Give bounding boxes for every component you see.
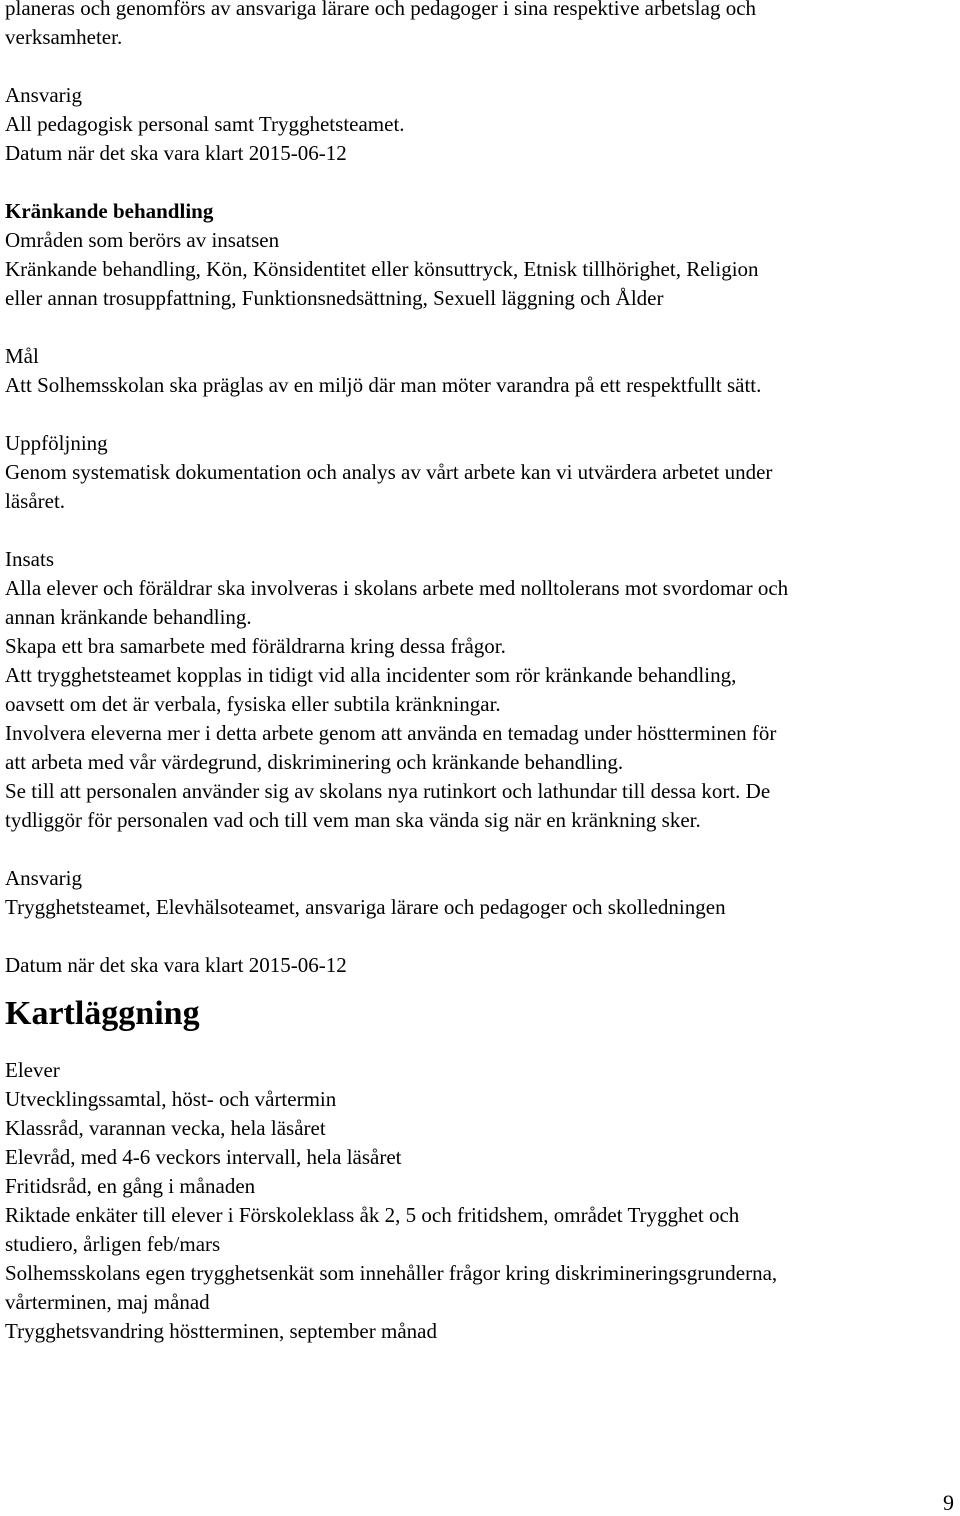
- mapping-heading: Kartläggning: [5, 995, 200, 1032]
- section-responsible-label: Ansvarig: [5, 866, 82, 890]
- goal-value: Att Solhemsskolan ska präglas av en miljö där man möter varandra på ett respektfullt sätt.: [5, 373, 762, 397]
- mapping-line: Trygghetsvandring höstterminen, september månad: [5, 1319, 437, 1343]
- spacer: [5, 52, 955, 81]
- areas-label: Områden som berörs av insatsen: [5, 228, 280, 252]
- mapping-line: Klassråd, varannan vecka, hela läsåret: [5, 1116, 326, 1140]
- action-line: Alla elever och föräldrar ska involveras i skolans arbete med nolltolerans mot svordomar och: [5, 576, 789, 600]
- intro-responsible-value: All pedagogisk personal samt Trygghetsteamet.: [5, 112, 405, 136]
- spacer: [5, 400, 955, 429]
- mapping-line: studiero, årligen feb/mars: [5, 1232, 221, 1256]
- action-line: att arbeta med vår värdegrund, diskriminering och kränkande behandling.: [5, 750, 624, 774]
- intro-text-line-1: planeras och genomförs av ansvariga lärare och pedagoger i sina respektive arbetslag och: [5, 0, 757, 20]
- action-line: oavsett om det är verbala, fysiska eller subtila kränkningar.: [5, 692, 501, 716]
- action-line: Skapa ett bra samarbete med föräldrarna kring dessa frågor.: [5, 634, 506, 658]
- mapping-line: Fritidsråd, en gång i månaden: [5, 1174, 256, 1198]
- section-title: Kränkande behandling: [5, 199, 214, 223]
- action-line: tydliggör för personalen vad och till vem man ska vända sig när en kränkning sker.: [5, 808, 701, 832]
- spacer: [5, 168, 955, 197]
- section-responsible-value: Trygghetsteamet, Elevhälsoteamet, ansvariga lärare och pedagoger och skolledningen: [5, 895, 726, 919]
- intro-text-line-2: verksamheter.: [5, 25, 123, 49]
- mapping-line: Elevråd, med 4-6 veckors intervall, hela läsåret: [5, 1145, 402, 1169]
- followup-line-2: läsåret.: [5, 489, 66, 513]
- action-line: annan kränkande behandling.: [5, 605, 252, 629]
- goal-label: Mål: [5, 344, 39, 368]
- followup-label: Uppföljning: [5, 431, 108, 455]
- spacer: [5, 313, 955, 342]
- mapping-line: Solhemsskolans egen trygghetsenkät som innehåller frågor kring diskrimineringsgrunderna,: [5, 1261, 778, 1285]
- mapping-line: Riktade enkäter till elever i Förskoleklass åk 2, 5 och fritidshem, området Trygghet och: [5, 1203, 740, 1227]
- action-line: Att trygghetsteamet kopplas in tidigt vid alla incidenter som rör kränkande behandling,: [5, 663, 737, 687]
- spacer: [5, 922, 955, 951]
- page-number: 9: [943, 1490, 954, 1515]
- students-label: Elever: [5, 1058, 60, 1082]
- action-line: Se till att personalen använder sig av skolans nya rutinkort och lathundar till dessa kort. De: [5, 779, 771, 803]
- areas-line-2: eller annan trosuppfattning, Funktionsnedsättning, Sexuell läggning och Ålder: [5, 286, 664, 310]
- areas-line-1: Kränkande behandling, Kön, Könsidentitet eller könsuttryck, Etnisk tillhörighet, Religion: [5, 257, 759, 281]
- mapping-line: vårterminen, maj månad: [5, 1290, 210, 1314]
- mapping-line: Utvecklingssamtal, höst- och vårtermin: [5, 1087, 337, 1111]
- section-deadline: Datum när det ska vara klart 2015-06-12: [5, 953, 347, 977]
- action-label: Insats: [5, 547, 54, 571]
- action-line: Involvera eleverna mer i detta arbete genom att använda en temadag under höstterminen för: [5, 721, 777, 745]
- intro-deadline: Datum när det ska vara klart 2015-06-12: [5, 141, 347, 165]
- followup-line-1: Genom systematisk dokumentation och analys av vårt arbete kan vi utvärdera arbetet under: [5, 460, 773, 484]
- document-page: [5, 0, 955, 1346]
- spacer: [5, 835, 955, 864]
- spacer: [5, 516, 955, 545]
- intro-responsible-label: Ansvarig: [5, 83, 82, 107]
